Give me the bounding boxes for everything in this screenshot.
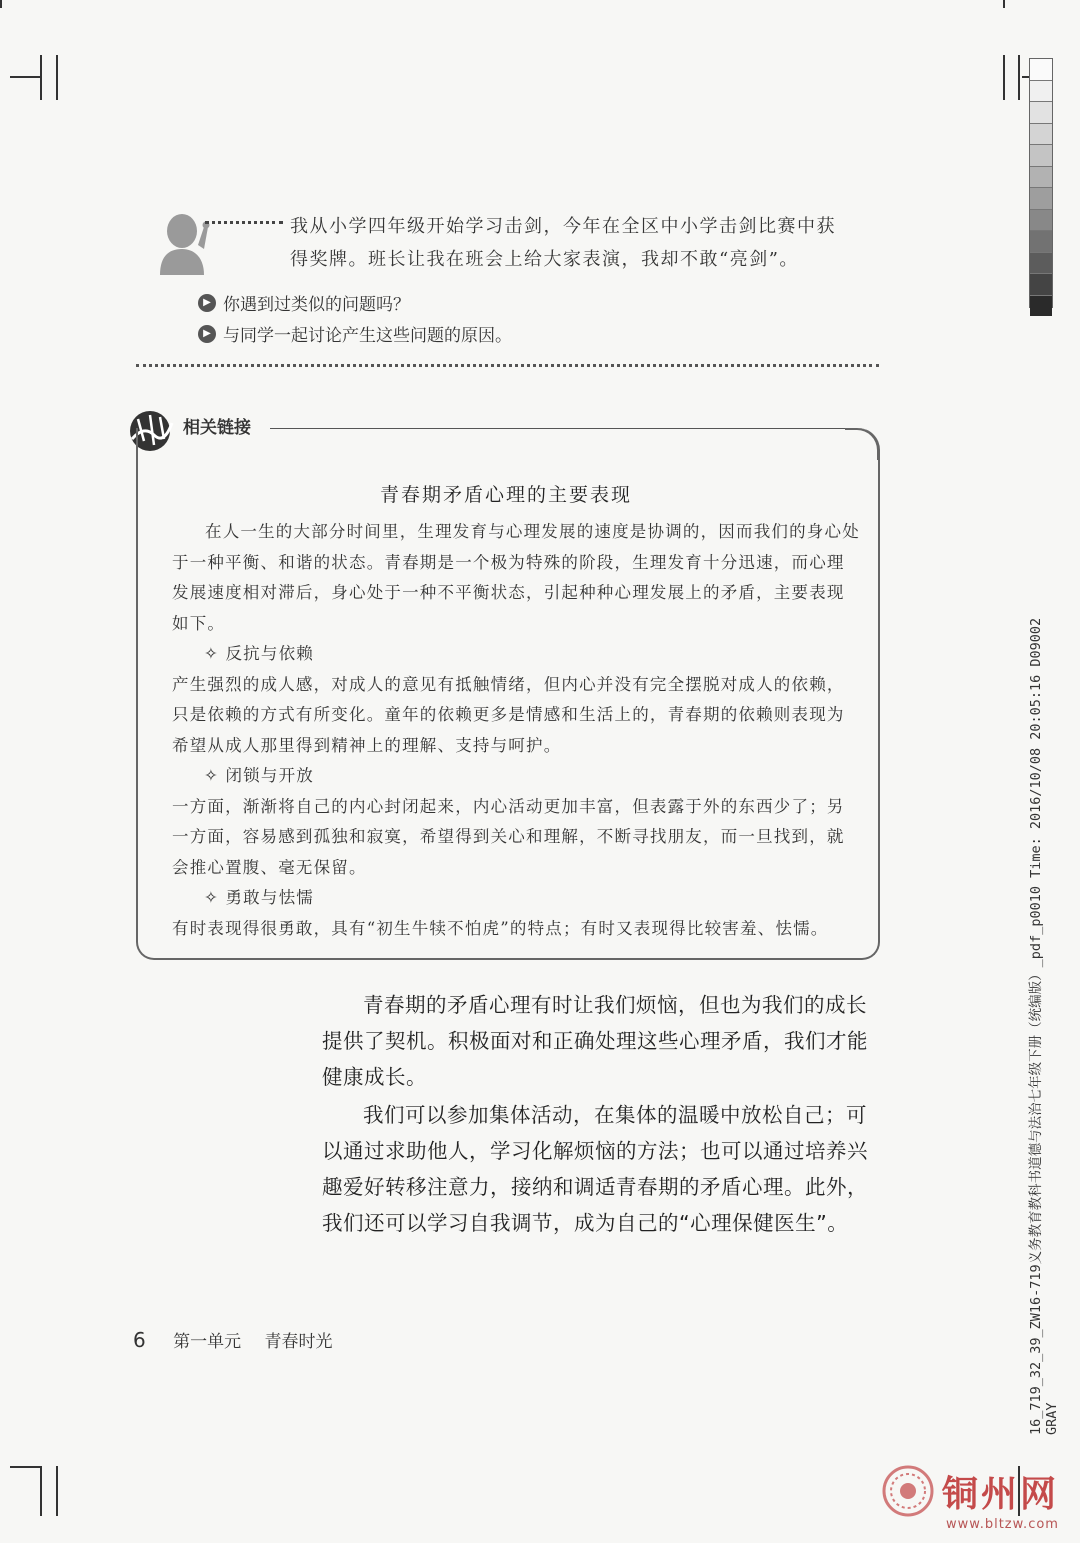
chapter-label: 青春时光 [264, 1332, 333, 1352]
watermark-name: 铜州网 [942, 1473, 1060, 1515]
site-watermark [880, 1463, 1059, 1519]
box-corner [845, 428, 879, 460]
crop-mark [40, 55, 42, 100]
page-footer [133, 1327, 333, 1352]
crop-mark [40, 1466, 42, 1516]
question-text: 与同学一起讨论产生这些问题的原因。 [223, 326, 512, 346]
crop-mark [1003, 55, 1005, 100]
crop-mark [1003, 0, 1005, 8]
print-code-line: 16_719_32_39_ZW16-719义务教育教科书道德与法治七年级下册（统编版）_pdf_p0010 Time: 2016/10/08 20:05:16 D09002 [1028, 617, 1044, 1435]
item-body: 有时表现得很勇敢，具有“初生牛犊不怕虎”的特点；有时又表现得比较害羞、怯懦。 [172, 918, 829, 938]
section-divider [136, 364, 879, 367]
print-code-line: GRAY [1044, 1402, 1060, 1435]
crop-mark [10, 1466, 42, 1468]
item-heading: ✧ 反抗与依赖 [204, 644, 314, 663]
crop-mark [1018, 55, 1020, 100]
main-paragraph: 青春期的矛盾心理有时让我们烦恼，但也为我们的成长提供了契机。积极面对和正确处理这些心理矛盾，我们才能健康成长。 [322, 993, 868, 1089]
watermark-url: www.bltzw.com [946, 1517, 1059, 1532]
speech-dotted-line [205, 221, 283, 224]
arrow-bullet-icon: ▶ [198, 294, 216, 312]
question-item [198, 321, 512, 346]
main-text [322, 987, 882, 1241]
article-body [172, 517, 862, 944]
thinking-child-icon [158, 205, 214, 275]
quote-line: 我从小学四年级开始学习击剑，今年在全区中小学击剑比赛中获 [290, 216, 836, 237]
article-title: 青春期矛盾心理的主要表现 [379, 484, 632, 506]
question-text: 你遇到过类似的问题吗？ [223, 295, 410, 315]
main-paragraph: 我们可以参加集体活动，在集体的温暖中放松自己；可以通过求助他人，学习化解烦恼的方法；也可以通过培养兴趣爱好转移注意力，接纳和调适青春期的矛盾心理。此外，我们还可以学习自我调节，成为自己的“心理保健医生”。 [322, 1103, 868, 1235]
related-link-label: 相关链接 [183, 418, 251, 438]
watermark-seal-icon [880, 1463, 936, 1519]
crop-mark [0, 0, 2, 8]
item-body: 一方面，渐渐将自己的内心封闭起来，内心活动更加丰富，但表露于外的东西少了；另一方面，容易感到孤独和寂寞，希望得到关心和理解，不断寻找朋友，而一旦找到，就会推心置腹、毫无保留。 [172, 796, 845, 877]
crop-mark [56, 1466, 58, 1516]
question-item [198, 290, 410, 315]
arrow-bullet-icon: ▶ [198, 325, 216, 343]
item-body: 产生强烈的成人感，对成人的意见有抵触情绪，但内心并没有完全摆脱对成人的依赖，只是依赖的方式有所变化。童年的依赖更多是情感和生活上的，青春期的依赖则表现为希望从成人那里得到精神上的理解、支持与呵护。 [172, 674, 845, 755]
page-number: 6 [133, 1328, 146, 1352]
item-heading: ✧ 闭锁与开放 [204, 766, 314, 785]
intro-quote [290, 210, 870, 276]
quote-line: 得奖牌。班长让我在班会上给大家表演，我却不敢“亮剑”。 [290, 249, 799, 270]
print-code [1028, 618, 1060, 1435]
crop-mark [10, 76, 42, 78]
item-heading: ✧ 勇敢与怯懦 [204, 888, 314, 907]
article-intro: 在人一生的大部分时间里，生理发育与心理发展的速度是协调的，因而我们的身心处于一种平衡、和谐的状态。青春期是一个极为特殊的阶段，生理发育十分迅速，而心理发展速度相对滞后，身心处于一种不平衡状态，引起种种心理发展上的矛盾，主要表现如下。 [172, 522, 860, 633]
gray-calibration-strip [1029, 58, 1053, 308]
unit-label: 第一单元 [173, 1332, 242, 1352]
crop-mark [56, 55, 58, 100]
